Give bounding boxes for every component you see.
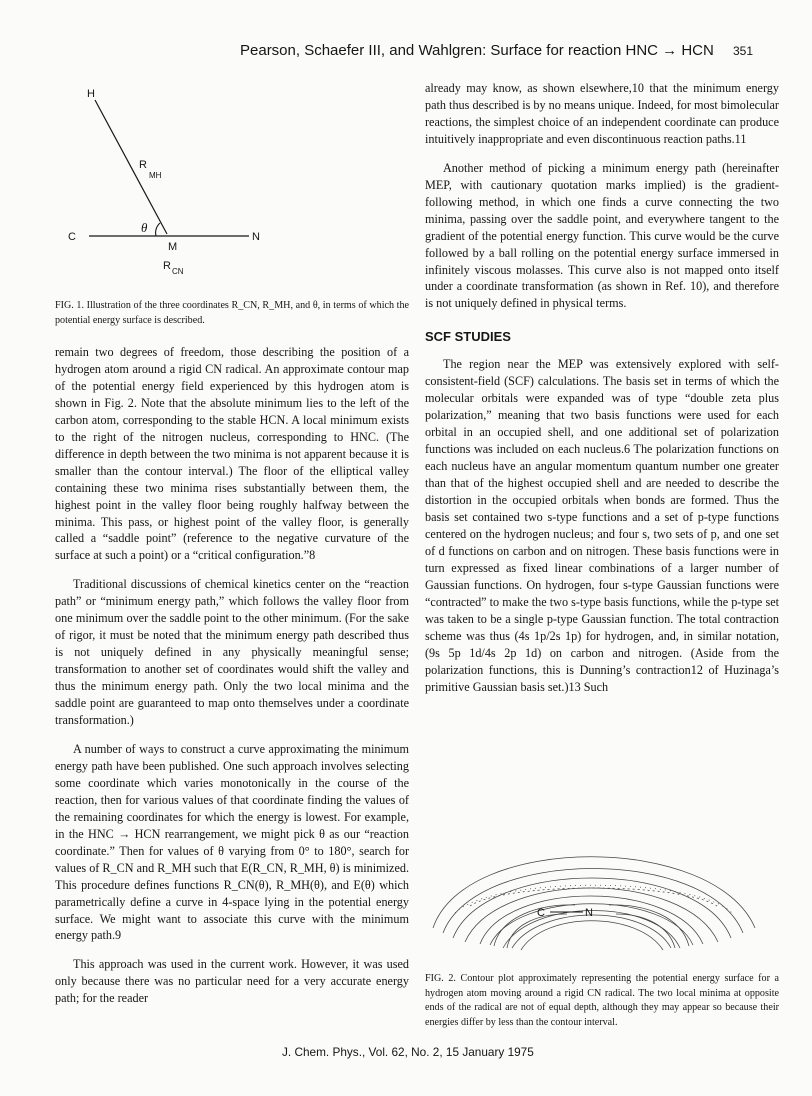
contour-line [521, 921, 663, 950]
contour-line [433, 857, 755, 928]
r-mh-label: R [139, 159, 147, 171]
left-paragraph-1: remain two degrees of freedom, those describing the position of a hydrogen atom around a rigid CN radical. An approximate contour map of the potential energy field experienced by this hydrogen atom is shown in Fig. 2. Note that the absolute minimum lies to the left of the carbon atom, corresponding to the stable HCN. A local minimum exists to the right of the nitrogen nucleus, corresponding to HNC. (The difference in depth between the two minima is not apparent because it is smaller than the contour interval.) The floor of the elliptical valley containing these two minima rises substantially between them, the highest point in the valley floor being roughly halfway between the minima. This pass, or highest point of the valley floor, is generally called a “saddle point” (reference to the negative curvature of the surface at such a point) or a “critical configuration.”8 [55, 345, 409, 563]
contour-line [455, 885, 732, 913]
page-number: 351 [733, 44, 754, 58]
rmh-line [95, 100, 167, 234]
figure-2-contour-plot [425, 808, 770, 958]
right-paragraph-1: already may know, as shown elsewhere,10 that the minimum energy path thus described is by no means unique. Indeed, for most bimolecular reactions, the simplest choice of an independent coordinate can produce intuitively inappropriate and even discontinuous reaction paths.11 [425, 81, 779, 146]
left-column [55, 289, 409, 338]
section-title: SCF STUDIES [425, 329, 511, 345]
c-label: C [68, 231, 76, 243]
figure-1-coordinate-diagram [55, 85, 375, 285]
contour-line [494, 905, 575, 946]
journal-footer: J. Chem. Phys., Vol. 62, No. 2, 15 January 1975 [282, 1045, 534, 1059]
contour-c-label: C [537, 907, 545, 919]
right-paragraph-2: Another method of picking a minimum energy path (hereinafter MEP, with cautionary quotation marks implied) is the gradient-following method, in which one finds a curve connecting the two minima, passing over the saddle point, and everywhere tangent to the gradient of the potential energy function. This curve would be the curve followed by a ball rolling on the potential energy surface immersed in infinitely viscous molasses. This curve also is not mapped onto itself under a coordinate transformation (as shown in Ref. 10), and therefore is not uniquely defined in physical terms. [425, 160, 779, 311]
contour-n-label: N [585, 907, 593, 919]
contour-lines [433, 857, 755, 950]
scf-paragraph: The region near the MEP was extensively explored with self-consistent-field (SCF) calculations. The basis set in terms of which the molecular orbitals were expanded was of type “double zeta plus polarization,” meaning that two basis functions were used for each orbital in an occupied shell, and one additional set of polarization functions was included on each nucleus.6 The polarization functions on each nucleus have an angular momentum quantum number one greater than that of the highest occupied shell and are needed to describe the distortion in the occupied orbitals when bonds are formed. Thus the basis set contained two s-type functions and a set of p-type functions centered on the hydrogen nucleus; and four s, two sets of p, and one set of d functions on carbon and on nitrogen. These basis functions were in turn expressed as fixed linear combinations of a larger number of Gaussian functions. On hydrogen, four s-type Gaussian functions were “contracted” to make the two s-type basis functions, while the p-type set was taken to be a single p-type Gaussian function. The total contraction scheme was thus (4s 1p/2s 1p) for hydrogen, and, in similar notation, (9s 5p 1d/4s 2p 1d) on carbon and nitrogen. (Aside from the polarization functions, this is Dunning’s contraction12 of Huzinaga’s primitive Gaussian basis set.)13 Such [425, 357, 779, 694]
theta-arc [156, 223, 160, 236]
r-cn-label: R [163, 260, 171, 272]
mh-subscript: MH [149, 171, 162, 180]
figure-2-caption-column [425, 962, 779, 1041]
left-paragraph-3: A number of ways to construct a curve approximating the minimum energy path have been published. One such approach involves selecting some coordinate which varies monotonically in the course of the reaction, then for various values of that coordinate finding the values of the remaining coordinates for which the energy is lowest. For example, in the HNC → HCN rearrangement, we might pick θ as our “reaction coordinate.” Then for values of θ varying from 0° to 180°, search for values of R_CN and R_MH such that E(R_CN, R_MH, θ) is minimized. This procedure defines functions R_CN(θ), R_MH(θ), and E(θ) which parametrically define a curve in 4-space lying in the potential energy surface. We might want to associate this curve with the minimum energy path.9 [55, 741, 409, 943]
theta-label: θ [141, 220, 148, 235]
figure-1-caption: FIG. 1. Illustration of the three coordinates R_CN, R_MH, and θ, in terms of which the potential energy surface is described. [55, 300, 409, 326]
header-title: Pearson, Schaefer III, and Wahlgren: Surface for reaction HNC → HCN [240, 42, 714, 59]
contour-line [609, 905, 689, 946]
figure-2-caption: FIG. 2. Contour plot approximately representing the potential energy surface for a hydrogen atom moving around a rigid CN radical. The two local minima at opposite ends of the radical are not of equal depth, although they may appear so because their energies differ by less than the contour interval. [425, 973, 779, 1028]
running-header [240, 42, 760, 66]
n-label: N [252, 231, 260, 243]
h-label: H [87, 88, 95, 100]
cn-subscript: CN [172, 267, 184, 276]
left-paragraph-2: Traditional discussions of chemical kinetics center on the “reaction path” or “minimum energy path,” which follows the valley floor from one minimum over the saddle point to the other minimum. (For the sake of rigor, it must be noted that the minimum energy path described thus is not uniquely defined in any physically meaningful sense; transformation to another set of coordinates would shift the valley and thus the minimum energy path. Only the two local minima and the saddle point are guaranteed to map onto themselves under a coordinate transformation.) [55, 577, 409, 728]
right-column [425, 80, 779, 695]
contour-line [470, 888, 717, 906]
left-paragraph-4: This approach was used in the current work. However, it was used only because there was no particular need for a very accurate energy path; for the reader [55, 957, 409, 1006]
m-label: M [168, 241, 178, 253]
left-body-column [55, 344, 409, 1007]
